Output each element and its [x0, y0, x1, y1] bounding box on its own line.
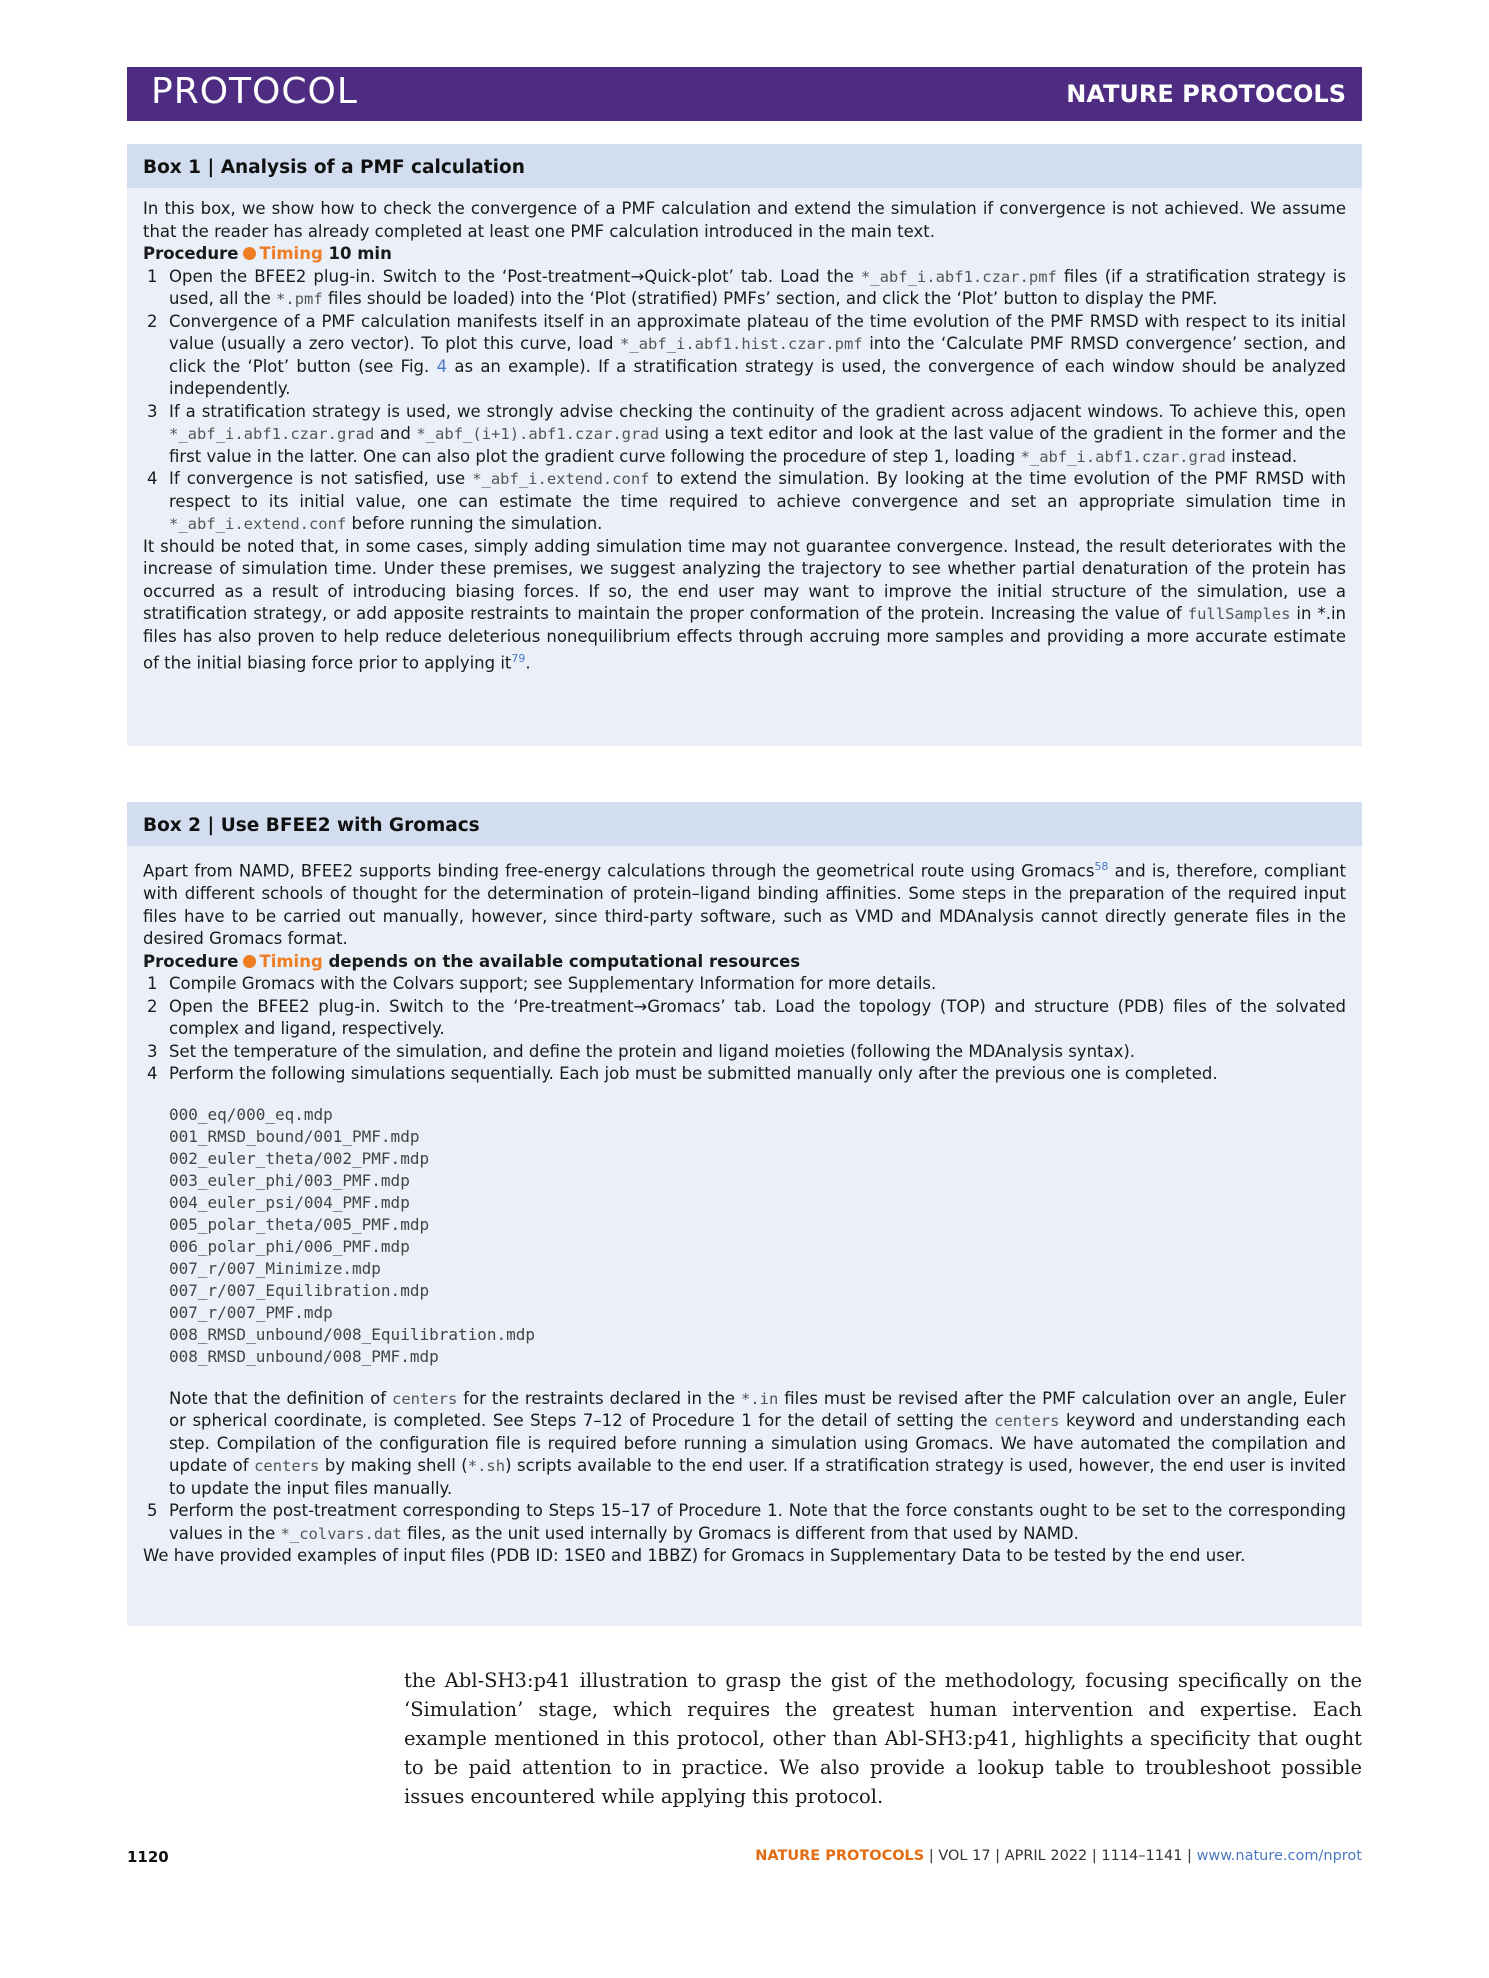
timing-dot-icon [243, 247, 256, 260]
box-2-step-3: 3 Set the temperature of the simulation, and define the protein and ligand moieties (following the MDAnalysis syntax). [147, 1041, 1136, 1061]
box-2-procedure-heading: Procedure Timing depends on the available computational resources [143, 951, 801, 971]
box-1-intro: In this box, we show how to check the convergence of a PMF calculation and extend the simulation if convergence is not achieved. We assume that the reader has already completed at least one PMF calculation introduced in the main text. [143, 199, 1346, 241]
box-2-step-5: 5 Perform the post-treatment corresponding to Steps 15–17 of Procedure 1. Note that the force constants ought to be set to the corresponding values in the *_colvars.dat files, as the unit used internally by Gromacs is different from that used by NAMD. [147, 1501, 1346, 1543]
mdp-file: 001_RMSD_bound/001_PMF.mdp [169, 1126, 420, 1146]
box-2-step-4: 4 Perform the following simulations sequentially. Each job must be submitted manually only after the previous one is completed. [147, 1064, 1218, 1083]
box-1-step-2: 2 Convergence of a PMF calculation manifests itself in an approximate plateau of the time evolution of the PMF RMSD with respect to its initial value (usually a zero vector). To plot this curve, load *_abf_i.abf1.hist.czar.pmf into the ‘Calculate PMF RMSD convergence’ section, and click the ‘Plot’ button (see Fig. 4 as an example). If a stratification strategy is used, the convergence of each window should be analyzed independently. [147, 311, 1346, 398]
mdp-file: 000_eq/000_eq.mdp [169, 1104, 333, 1124]
box-2-step-2: 2 Open the BFEE2 plug-in. Switch to the ‘Pre-treatment→Gromacs’ tab. Load the topology (TOP) and structure (PDB) files of the solvated complex and ligand, respectively. [147, 996, 1346, 1038]
figure-link[interactable]: 4 [436, 356, 448, 376]
section-label: PROTOCOL [151, 71, 358, 112]
reference-link[interactable]: 58 [1094, 860, 1109, 873]
box-1 [127, 144, 1362, 746]
journal-url-link[interactable]: www.nature.com/nprot [1196, 1848, 1362, 1864]
running-footer: NATURE PROTOCOLS | VOL 17 | APRIL 2022 | 1114–1141 | www.nature.com/nprot [755, 1848, 1362, 1864]
box-1-procedure-heading: Procedure Timing 10 min [143, 244, 392, 263]
mdp-file: 006_polar_phi/006_PMF.mdp [169, 1236, 410, 1256]
box-2-steps [143, 973, 1346, 1086]
body-paragraph: the Abl-SH3:p41 illustration to grasp the gist of the methodology, focusing specifically on the ‘Simulation’ stage, which requires the greatest human intervention and expertise. Each example mentioned in this protocol, other than Abl-SH3:p41, highlights a specificity that ought to be paid attention to in practice. We also provide a lookup table to troubleshoot possible issues encountered while applying this protocol. [404, 1669, 1362, 1808]
reference-link[interactable]: 79 [511, 652, 526, 665]
box-1-closing: It should be noted that, in some cases, simply adding simulation time may not guarantee convergence. Instead, the result deteriorates with the increase of simulation time. Under these premises, we suggest analyzing the trajectory to see whether partial denaturation of the protein has occurred as a result of introducing biasing forces. If so, the end user may want to improve the initial structure of the simulation, use a stratification strategy, or add apposite restraints to maintain the proper conformation of the protein. Increasing the value of fullSamples in *.in files has also proven to help reduce deleterious nonequilibrium effects through accruing more samples and providing a more accurate estimate of the initial biasing force prior to applying $it^{79}$. [143, 536, 1346, 673]
header-banner [127, 67, 1362, 121]
box-1-title: Box 1 | Analysis of a PMF calculation [127, 144, 1362, 188]
box-1-step-4: 4 If convergence is not satisfied, use *_abf_i.extend.conf to extend the simulation. By looking at the time evolution of the PMF RMSD with respect to its initial value, one can estimate the time required to achieve convergence and set an appropriate simulation time in *_abf_i.extend.conf before running the simulation. [147, 469, 1346, 533]
box-1-step-3: 3 If a stratification strategy is used, we strongly advise checking the continuity of the gradient across adjacent windows. To achieve this, open *_abf_i.abf1.czar.grad and *_abf_(i+1).abf1.czar.grad using a text editor and look at the last value of the gradient in the former and the first value in the latter. One can also plot the gradient curve following the procedure of step 1, loading *_abf_i.abf1.czar.grad instead. [147, 401, 1346, 466]
box-1-steps [143, 266, 1346, 536]
mdp-file: 005_polar_theta/005_PMF.mdp [169, 1214, 430, 1234]
mdp-file-list [143, 1104, 1346, 1368]
box-2-step-1: 1 Compile Gromacs with the Colvars support; see Supplementary Information for more details. [147, 974, 937, 993]
mdp-file: 004_euler_psi/004_PMF.mdp [169, 1192, 410, 1212]
mdp-file: 002_euler_theta/002_PMF.mdp [169, 1148, 430, 1168]
timing-dot-icon [243, 955, 256, 968]
box-2 [127, 802, 1362, 1626]
mdp-file: 008_RMSD_unbound/008_Equilibration.mdp [169, 1324, 536, 1344]
journal-name: NATURE PROTOCOLS [1066, 80, 1346, 108]
box-2-closing: We have provided examples of input files (PDB ID: 1SE0 and 1BBZ) for Gromacs in Supplementary Data to be tested by the end user. [143, 1546, 1246, 1565]
mdp-file: 007_r/007_Minimize.mdp [169, 1258, 381, 1278]
mdp-file: 007_r/007_Equilibration.mdp [169, 1280, 430, 1300]
box-2-intro: Apart from NAMD, BFEE2 supports binding free-energy calculations through the geometrical route using Gromacs$^{58}$ and is, therefore, compliant with different schools of thought for the determination of protein–ligand binding affinities. Some steps in the preparation of the required input files have to be carried out manually, however, since third-party software, such as VMD and MDAnalysis cannot directly generate files in the desired Gromacs format. [143, 860, 1346, 948]
mdp-file: 003_euler_phi/003_PMF.mdp [169, 1170, 410, 1190]
page-number: 1120 [127, 1848, 169, 1866]
box-1-step-1: 1 Open the BFEE2 plug-in. Switch to the ‘Post-treatment→Quick-plot’ tab. Load the *_abf_i.abf1.czar.pmf files (if a stratification strategy is used, all the *.pmf files should be loaded) into the ‘Plot (stratified) PMFs’ section, and click the ‘Plot’ button to display the PMF. [147, 266, 1346, 308]
mdp-file: 008_RMSD_unbound/008_PMF.mdp [169, 1346, 439, 1366]
box-2-title: Box 2 | Use BFEE2 with Gromacs [127, 802, 1362, 846]
mdp-file: 007_r/007_PMF.mdp [169, 1302, 333, 1322]
box-2-step-4-note: Note that the definition of centers for the restraints declared in the *.in files must be revised after the PMF calculation over an angle, Euler or spherical coordinate, is completed. See Steps 7–12 of Procedure 1 for the detail of setting the centers keyword and understanding each step. Compilation of the configuration file is required before running a simulation using Gromacs. We have automated the compilation and update of centers by making shell (*.sh) scripts available to the end user. If a stratification strategy is used, however, the end user is invited to update the input files manually. [169, 1388, 1347, 1498]
